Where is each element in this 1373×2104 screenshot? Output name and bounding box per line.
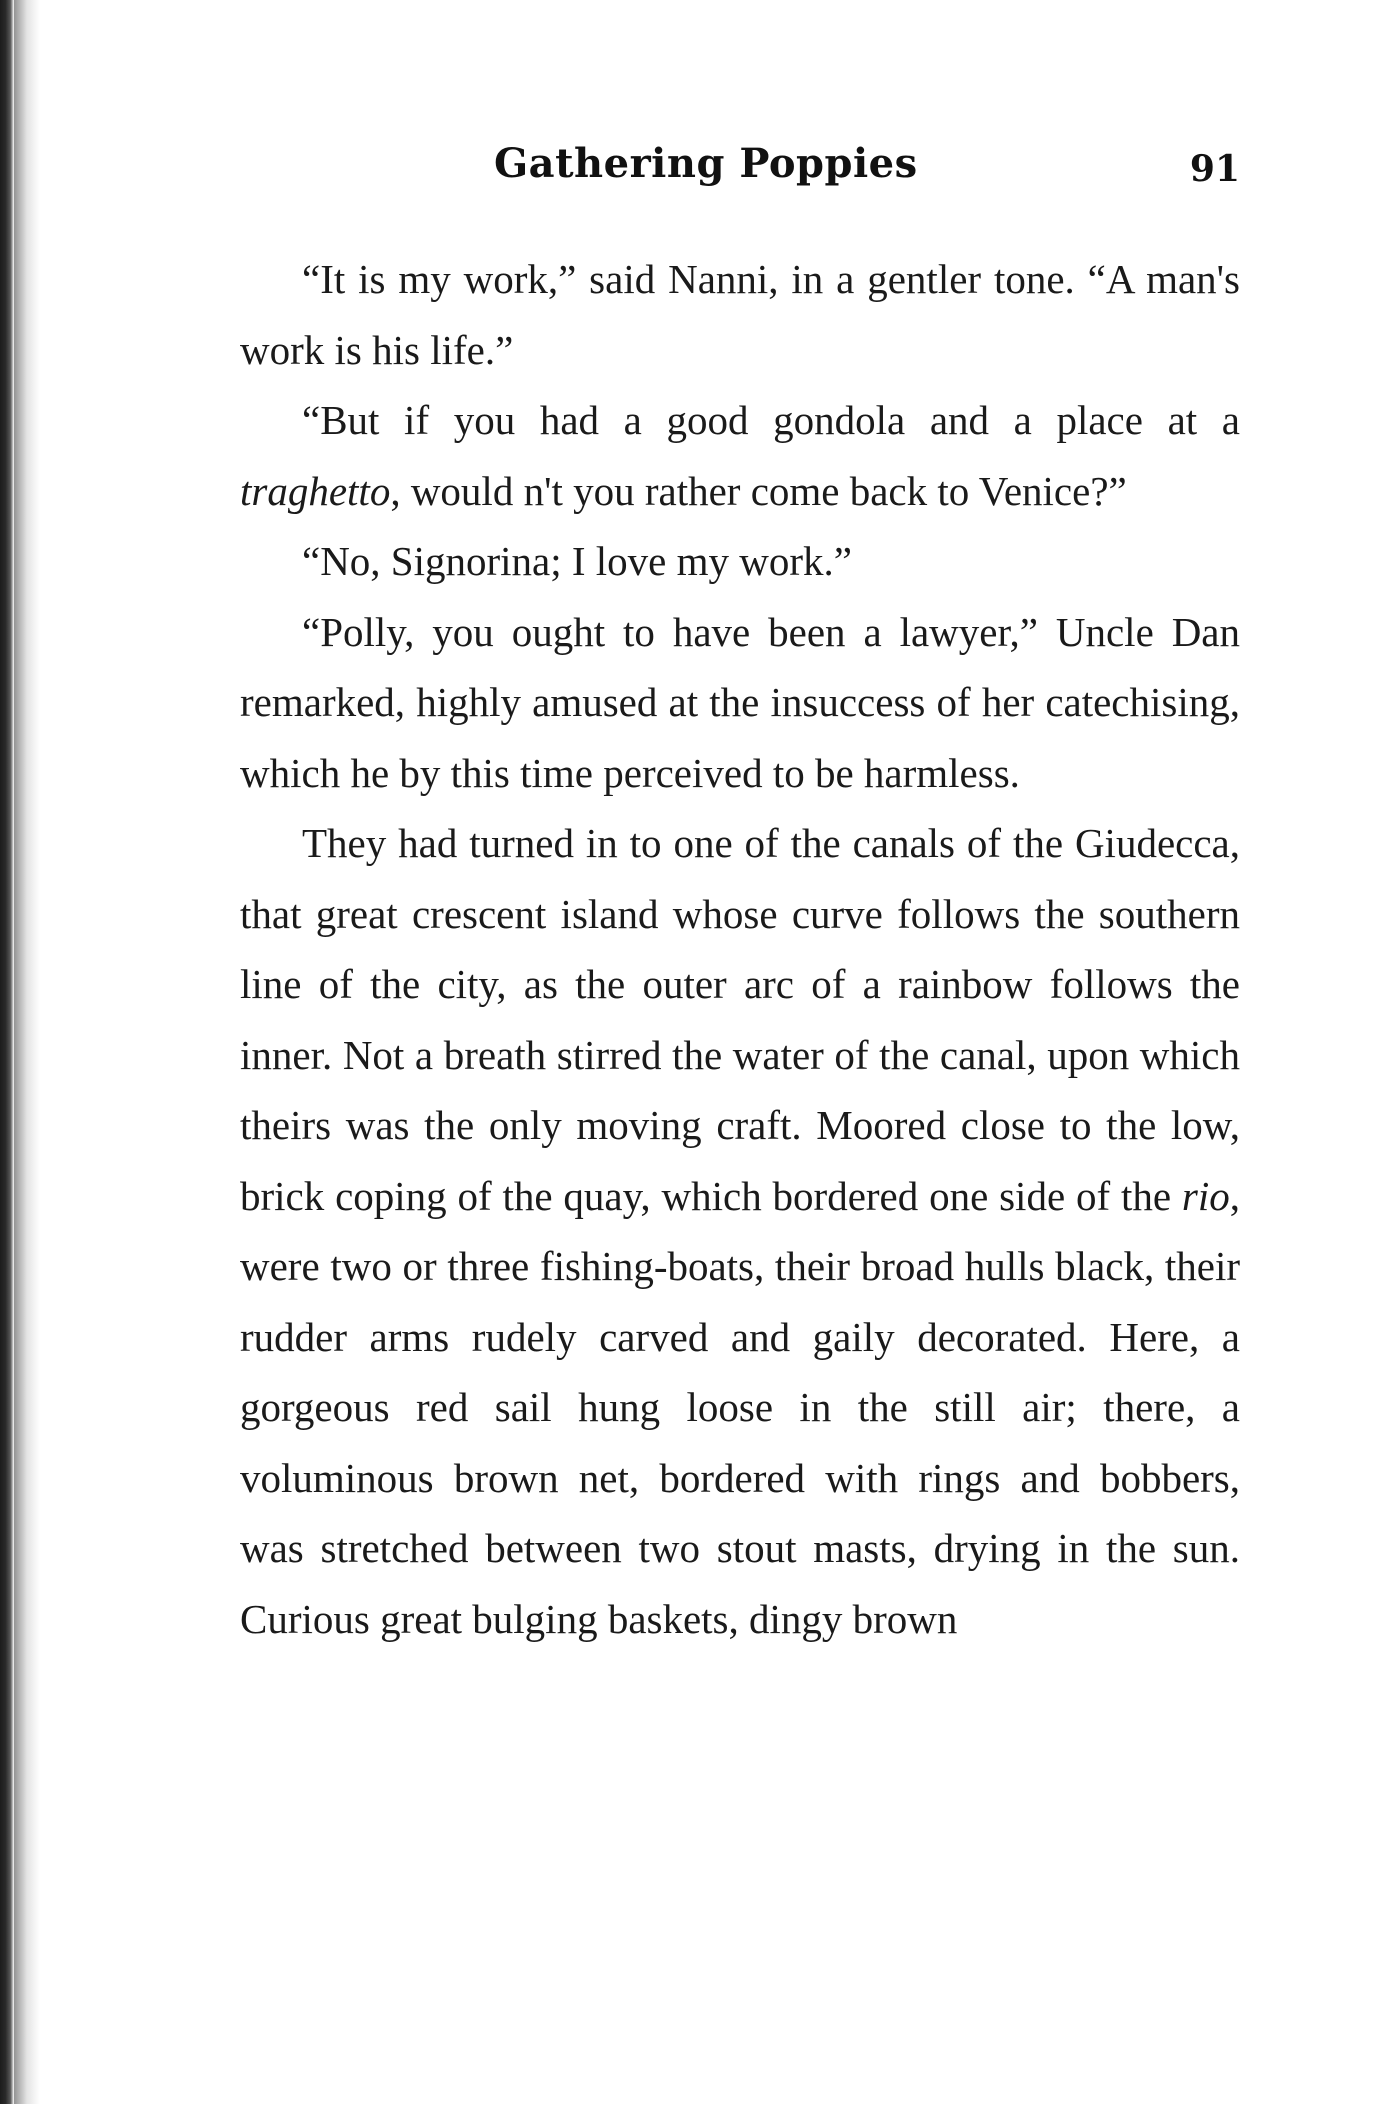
page-number: 91: [1189, 148, 1240, 190]
text-run: “No, Signorina; I love my work.”: [302, 538, 852, 584]
text-run: “But if you had a good gondola and a place at a: [302, 397, 1240, 443]
page-header: [240, 140, 1240, 210]
paragraph: [240, 526, 1240, 597]
running-head: Gathering Poppies: [494, 140, 918, 187]
text-run: , would n't you rather come back to Venice?”: [390, 467, 1127, 514]
text-run: “It is my work,” said Nanni, in a gentler tone. “A man's work is his life.”: [240, 256, 1240, 373]
body-text: [240, 244, 1240, 1654]
page-binding-edge: [0, 0, 14, 2104]
italic-word: traghetto: [240, 467, 391, 514]
paragraph: [240, 808, 1240, 1654]
text-run: , were two or three fishing-boats, their broad hulls black, their rudder arms rudely carved and gaily decorated. Here, a gorgeous red sail hung loose in the still air; there, a voluminous brown net, bordered with rings and bobbers, was stretched between two stout masts, drying in the sun. Curious great bulging baskets, dingy brown: [240, 1172, 1240, 1642]
paragraph: [240, 385, 1240, 526]
text-run: They had turned in to one of the canals of the Giudecca, that great crescent island whose curve follows the southern line of the city, as the outer arc of a rainbow follows the inner. Not a breath stirred the water of the canal, upon which theirs was the only moving craft. Moored close to the low, brick coping of the quay, which bordered one side of the: [240, 820, 1240, 1219]
page-binding-shadow: [14, 0, 40, 2104]
italic-word: rio: [1181, 1172, 1230, 1219]
text-run: “Polly, you ought to have been a lawyer,” Uncle Dan remarked, highly amused at the insuccess of her catechising, which he by this time perceived to be harmless.: [240, 608, 1240, 796]
paragraph: [240, 597, 1240, 809]
paragraph: [240, 244, 1240, 385]
